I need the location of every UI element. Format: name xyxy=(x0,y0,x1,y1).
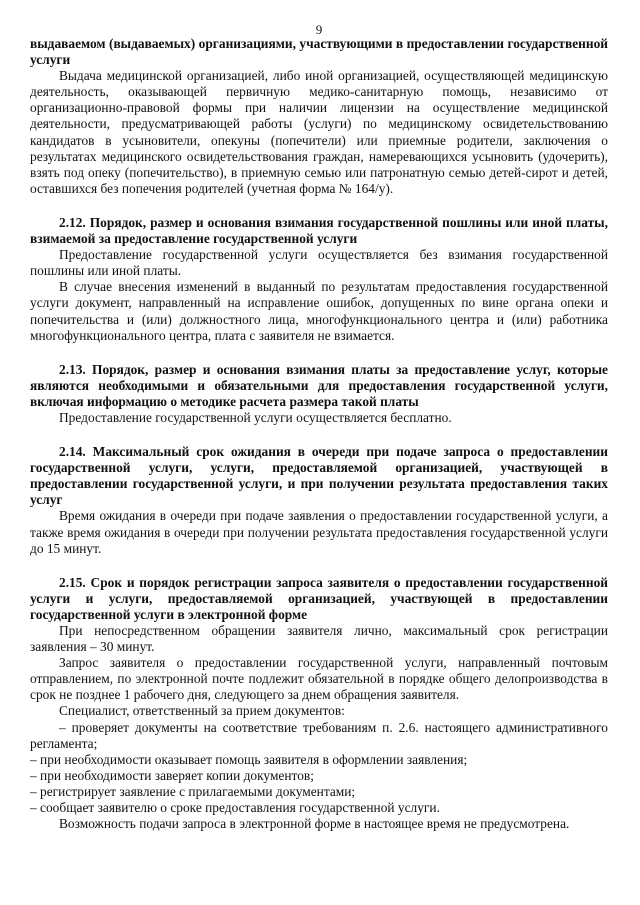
section-heading-2-14: 2.14. Максимальный срок ожидания в очереди при подаче запроса о предоставлении государственной услуги, услуги, предоставляемой организацией, участвующей в предоставлении государственной услуги, и при получении результата предоставления таких услуг xyxy=(30,444,608,508)
list-item: – при необходимости заверяет копии документов; xyxy=(30,767,314,783)
list-item: – при необходимости оказывает помощь заявителя в оформлении заявления; xyxy=(30,751,468,767)
section-continuation-heading: выдаваемом (выдаваемых) организациями, участвующими в предоставлении государственной услуги xyxy=(30,36,608,68)
section-heading-2-15: 2.15. Срок и порядок регистрации запроса заявителя о предоставлении государственной услуги и услуги, предоставляемой организацией, участвующей в предоставлении государственной услуги в электронной форме xyxy=(30,574,608,622)
page-number: 9 xyxy=(315,22,323,37)
paragraph-specialist: Специалист, ответственный за прием документов: xyxy=(59,703,345,719)
paragraph-medical-conclusion: Выдача медицинской организацией, либо иной организацией, осуществляющей медицинскую деятельность, оказывающей первичную медико-санитарную помощь, независимо от организационно-правовой формы при наличии лицензии на осуществление медицинской деятельности, предусматривающей работы (услуги) по медицинскому освидетельствованию кандидатов в усыновители, опекуны (попечители) или приемные родители, заключения о результатах медицинского освидетельствования граждан, намеревающихся усыновить (удочерить), взять под опеку (попечительство), в приемную семью или патронатную семью детей-сирот и детей, оставшихся без попечения родителей (учетная форма № 164/у). xyxy=(30,68,608,196)
paragraph-postal-request: Запрос заявителя о предоставлении государственной услуги, направленный почтовым отправлением, по электронной почте подлежит обязательной в порядке общего делопроизводства в срок не позднее 1 рабочего дня, следующего за днем обращения заявителя. xyxy=(30,655,608,703)
paragraph-corrections-no-fee: В случае внесения изменений в выданный по результатам предоставления государственной услуги документ, направленный на исправление ошибок, допущенных по вине органа опеки и попечительства и (или) должностного лица, многофункционального центра и (или) работника многофункционального центра, плата с заявителя не взимается. xyxy=(30,279,608,343)
list-item: – проверяет документы на соответствие требованиям п. 2.6. настоящего административного регламента; xyxy=(30,719,608,751)
paragraph-registration-time: При непосредственном обращении заявителя лично, максимальный срок регистрации заявления – 30 минут. xyxy=(30,623,608,655)
paragraph-electronic-not-available: Возможность подачи запроса в электронной форме в настоящее время не предусмотрена. xyxy=(59,816,570,832)
list-item: – сообщает заявителю о сроке предоставления государственной услуги. xyxy=(30,800,440,816)
section-heading-2-13: 2.13. Порядок, размер и основания взимания платы за предоставление услуг, которые являются необходимыми и обязательными для предоставления государственной услуги, включая информацию о методике расчета размера такой платы xyxy=(30,361,608,409)
list-item: – регистрирует заявление с прилагаемыми документами; xyxy=(30,783,356,799)
section-heading-2-12: 2.12. Порядок, размер и основания взимания государственной пошлины или иной платы, взимаемой за предоставление государственной услуги xyxy=(30,214,608,247)
document-page xyxy=(30,0,608,832)
paragraph-free-service: Предоставление государственной услуги осуществляется бесплатно. xyxy=(59,409,452,425)
paragraph-no-fee: Предоставление государственной услуги осуществляется без взимания государственной пошлины или иной платы. xyxy=(30,247,608,279)
paragraph-waiting-time: Время ожидания в очереди при подаче заявления о предоставлении государственной услуги, а также время ожидания в очереди при получении результата предоставления государственной услуги до 15 минут. xyxy=(30,508,608,556)
